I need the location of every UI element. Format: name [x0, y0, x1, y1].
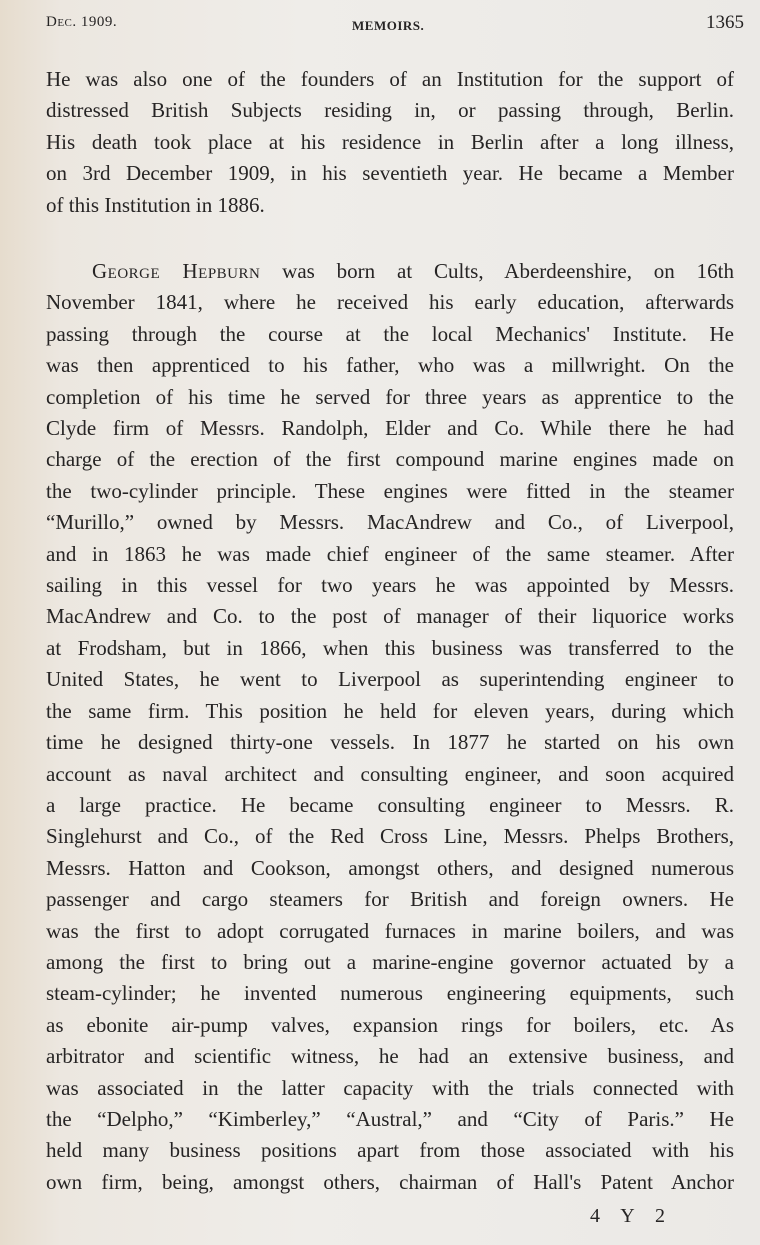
text-line: MacAndrew and Co. to the post of manager of their liquorice works — [46, 604, 734, 629]
text-line: time he designed thirty-one vessels. In 1877 he started on his own — [46, 730, 734, 755]
signature-mark: 4 Y 2 — [590, 1205, 673, 1227]
text-line: United States, he went to Liverpool as superintending engineer to — [46, 667, 734, 692]
text-line: the same firm. This position he held for eleven years, during which — [46, 698, 734, 723]
text-line: and in 1863 he was made chief engineer of the same steamer. After — [46, 541, 734, 566]
text-line: among the first to bring out a marine-engine governor actuated by a — [46, 949, 734, 974]
line-text: was born at Cults, Aberdeenshire, on 16th — [260, 259, 734, 283]
text-line: “Murillo,” owned by Messrs. MacAndrew and Co., of Liverpool, — [46, 510, 734, 535]
text-line: Singlehurst and Co., of the Red Cross Line, Messrs. Phelps Brothers, — [46, 824, 734, 849]
text-line: distressed British Subjects residing in, or passing through, Berlin. — [46, 98, 734, 123]
text-line: passing through the course at the local Mechanics' Institute. He — [46, 321, 734, 346]
text-line: the “Delpho,” “Kimberley,” “Austral,” and “City of Paris.” He — [46, 1106, 734, 1131]
text-line: as ebonite air-pump valves, expansion rings for boilers, etc. As — [46, 1012, 734, 1037]
running-header-date: Dec. 1909. — [46, 14, 118, 30]
text-line: account as naval architect and consulting engineer, and soon acquired — [46, 761, 734, 786]
text-line: a large practice. He became consulting engineer to Messrs. R. — [46, 792, 734, 817]
text-line: Messrs. Hatton and Cookson, amongst others, and designed numerous — [46, 855, 734, 880]
paragraph-george-hepburn-memoir — [46, 256, 734, 1198]
text-line: November 1841, where he received his early education, afterwards — [46, 290, 734, 315]
text-line: was the first to adopt corrugated furnaces in marine boilers, and was — [46, 918, 734, 943]
text-line: completion of his time he served for three years as apprentice to the — [46, 384, 734, 409]
text-line: at Frodsham, but in 1866, when this business was transferred to the — [46, 635, 734, 660]
text-line: was then apprenticed to his father, who was a millwright. On the — [46, 353, 734, 378]
text-line: of this Institution in 1886. — [46, 192, 265, 217]
text-line: held many business positions apart from those associated with his — [46, 1138, 734, 1163]
text-line: He was also one of the founders of an Institution for the support of — [46, 67, 734, 91]
text-line: the two-cylinder principle. These engines were fitted in the steamer — [46, 478, 734, 503]
text-line: His death took place at his residence in Berlin after a long illness, — [46, 129, 734, 154]
text-line: own firm, being, amongst others, chairman of Hall's Patent Anchor — [46, 1169, 734, 1194]
running-header-title: MEMOIRS. — [352, 18, 425, 33]
text-line: passenger and cargo steamers for British and foreign owners. He — [46, 887, 734, 912]
subject-name: George Hepburn — [92, 259, 261, 283]
text-line: steam-cylinder; he invented numerous engineering equipments, such — [46, 981, 734, 1006]
text-line: was associated in the latter capacity with the trials connected with — [46, 1075, 734, 1100]
text-line: sailing in this vessel for two years he was appointed by Messrs. — [46, 573, 734, 598]
page-number: 1365 — [706, 12, 744, 33]
text-line: arbitrator and scientific witness, he had an extensive business, and — [46, 1044, 734, 1069]
paragraph-previous-memoir-end — [46, 64, 734, 221]
text-line: charge of the erection of the first compound marine engines made on — [46, 447, 734, 472]
text-line: Clyde firm of Messrs. Randolph, Elder and Co. While there he had — [46, 416, 734, 441]
text-line — [46, 256, 734, 287]
text-line: on 3rd December 1909, in his seventieth year. He became a Member — [46, 161, 734, 186]
